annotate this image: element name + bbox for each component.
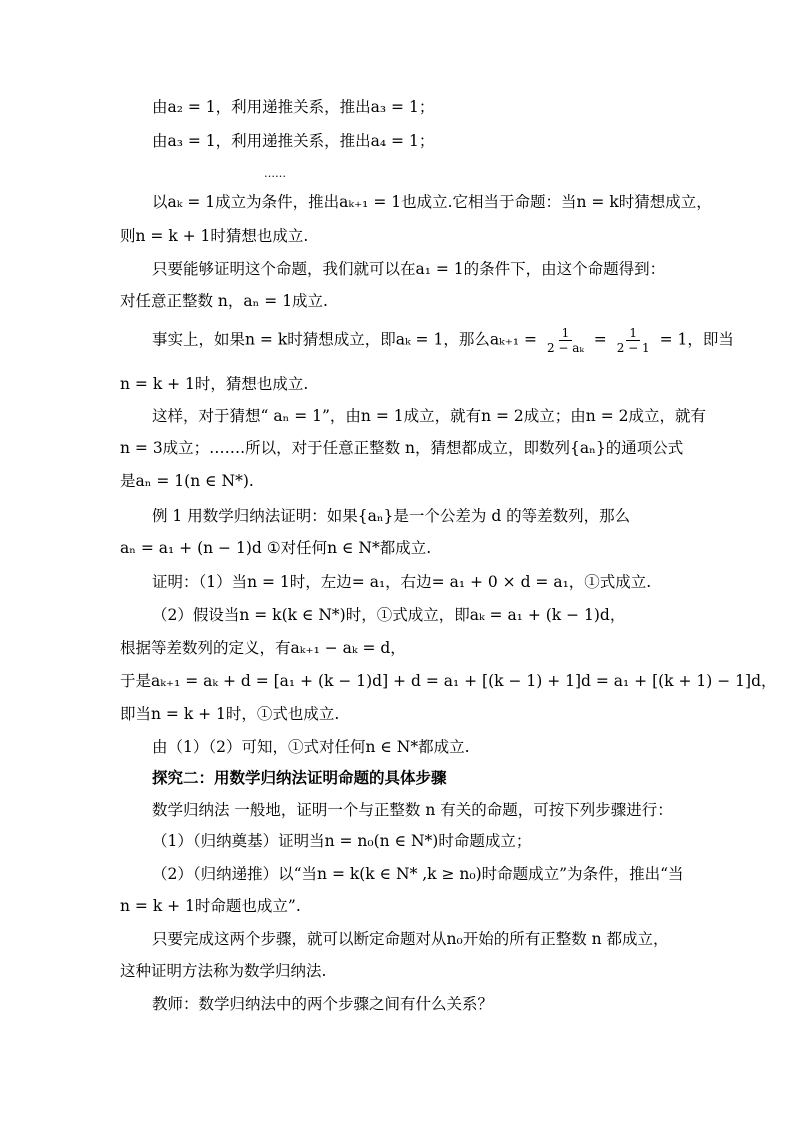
text-line-12: 根据等差数列的定义，有aₖ₊₁ − aₖ = d，	[120, 639, 406, 657]
section-heading: 探究二：用数学归纳法证明命题的具体步骤	[152, 768, 447, 787]
fraction-line-tail: = 1，即当	[659, 330, 734, 349]
text-line-16: 数学归纳法 一般地，证明一个与正整数 n 有关的命题，可按下列步骤进行：	[152, 801, 673, 819]
text-line-7: n = k + 1时，猜想也成立.	[120, 375, 309, 393]
fraction-line-lead: 事实上，如果n = k时猜想成立，即aₖ = 1，那么aₖ₊₁ =	[152, 330, 538, 349]
fraction-1	[544, 326, 587, 355]
text-line-17: n = k + 1时命题也成立”.	[120, 897, 301, 915]
text-line-14: 即当n = k + 1时，①式也成立.	[120, 705, 340, 723]
text-line-8: 这样，对于猜想“ aₙ = 1”，由n = 1成立，就有n = 2成立；由n = 2成立，就有	[152, 407, 706, 425]
text-line-1: 由a₂ = 1，利用递推关系，推出a₃ = 1；	[152, 98, 435, 116]
text-line-2: 由a₃ = 1，利用递推关系，推出a₄ = 1；	[152, 132, 435, 150]
text-line-18: 只要完成这两个步骤，就可以断定命题对从n₀开始的所有正整数 n 都成立，	[152, 930, 669, 948]
fraction-2	[614, 326, 653, 355]
proof-step-2: （2）假设当n = k(k ∈ N*)时，①式成立，即aₖ = a₁ + (k − 1)d，	[152, 606, 626, 624]
fraction-2-denominator: 2 − 1	[616, 341, 650, 355]
text-line-10: 是aₙ = 1(n ∈ N*).	[120, 472, 254, 490]
text-line-4: 则n = k + 1时猜想也成立.	[120, 227, 309, 245]
text-line-13: 于是aₖ₊₁ = aₖ + d = [a₁ + (k − 1)d] + d = a₁ + [(k − 1) + 1]d = a₁ + [(k + 1) − 1]d，	[120, 672, 777, 690]
fraction-2-numerator: 1	[626, 326, 640, 341]
text-line-6: 对任意正整数 n，aₙ = 1成立.	[120, 292, 328, 310]
step-1-line: （1）（归纳奠基）证明当n = n₀(n ∈ N*)时命题成立；	[152, 832, 532, 850]
text-line-5: 只要能够证明这个命题，我们就可以在a₁ = 1的条件下，由这个命题得到：	[152, 260, 666, 278]
step-2-line: （2）（归纳递推）以“当n = k(k ∈ N* ,k ≥ n₀)时命题成立”为条件，推出“当	[152, 865, 684, 883]
text-line-15: 由（1）（2）可知，①式对任何n ∈ N*都成立.	[152, 738, 470, 756]
fraction-1-denominator: 2 − aₖ	[546, 341, 584, 355]
text-line-20: 教师：数学归纳法中的两个步骤之间有什么关系？	[152, 995, 494, 1013]
fraction-equals: =	[593, 330, 607, 349]
text-line-3: 以aₖ = 1成立为条件，推出aₖ₊₁ = 1也成立.它相当于命题：当n = k时猜想成立，	[152, 193, 712, 211]
example-1-heading: 例 1 用数学归纳法证明：如果{aₙ}是一个公差为 d 的等差数列，那么	[152, 507, 631, 525]
text-line-19: 这种证明方法称为数学归纳法.	[120, 962, 327, 980]
proof-step-1: 证明：（1）当n = 1时，左边= a₁，右边= a₁ + 0 × d = a₁，①式成立.	[152, 573, 652, 591]
text-line-11: aₙ = a₁ + (n − 1)d ①对任何n ∈ N*都成立.	[120, 539, 432, 557]
fraction-1-numerator: 1	[559, 326, 573, 341]
ellipsis-line: ……	[264, 167, 286, 180]
text-line-9: n = 3成立；…….所以，对于任意正整数 n，猜想都成立，即数列{aₙ}的通项公式	[120, 439, 684, 457]
fraction-line	[152, 326, 734, 355]
